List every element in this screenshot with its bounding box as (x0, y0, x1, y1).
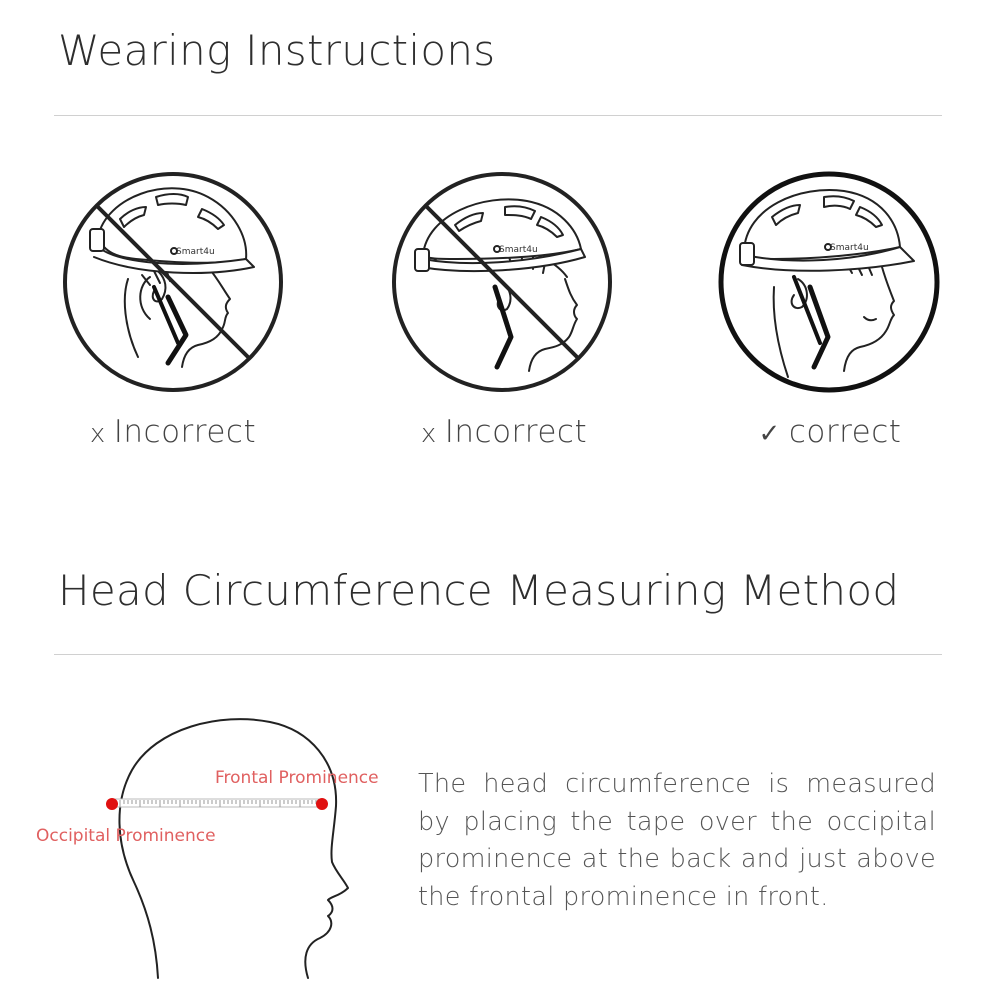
occipital-prominence-label: Occipital Prominence (36, 826, 216, 846)
frontal-prominence-label: Frontal Prominence (215, 768, 379, 788)
caption-label: correct (788, 414, 902, 450)
wearing-instructions-title: Wearing Instructions (58, 26, 496, 75)
x-mark-icon: x (420, 419, 437, 449)
head-measure-diagram (30, 712, 410, 982)
helmet-brand-text: Smart4u (830, 243, 869, 253)
section-divider (54, 654, 942, 655)
section-divider (54, 115, 942, 116)
caption-correct (700, 414, 960, 450)
caption-label: Incorrect (444, 414, 588, 450)
caption-incorrect-1 (43, 414, 303, 450)
measure-description: The head circumference is measured by placing the tape over the occipital prominence at the back and just above the frontal prominence in front. (418, 769, 936, 912)
caption-incorrect-2 (374, 414, 634, 450)
figure-correct (714, 167, 944, 397)
figure-incorrect-too-high (387, 167, 617, 397)
figure-incorrect-tilted-back (58, 167, 288, 397)
helmet-brand-text: Smart4u (176, 247, 215, 257)
helmet-brand-text: Smart4u (499, 245, 538, 255)
check-mark-icon: ✓ (758, 419, 781, 449)
head-outline (119, 719, 348, 978)
occipital-marker (106, 798, 118, 810)
frontal-marker (316, 798, 328, 810)
caption-label: Incorrect (113, 414, 257, 450)
measuring-method-title: Head Circumference Measuring Method (58, 566, 900, 615)
x-mark-icon: x (89, 419, 106, 449)
